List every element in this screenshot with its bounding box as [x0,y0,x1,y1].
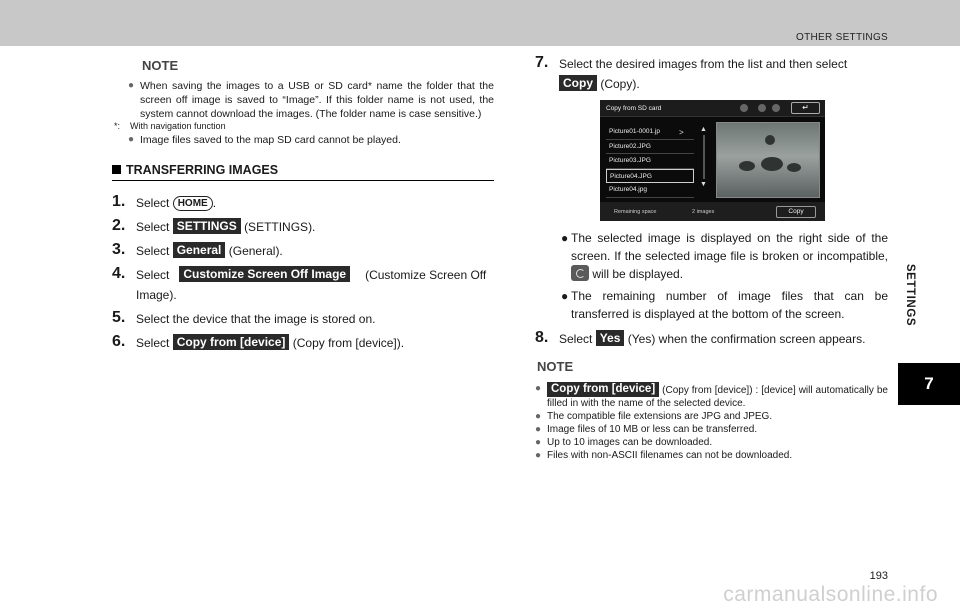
remaining-count: 2 images [692,209,715,215]
step-number: 3. [112,241,126,258]
yes-key: Yes [596,330,625,346]
header-bar [0,0,960,46]
screenshot-title: Copy from SD card [606,105,662,112]
note-list [112,79,494,121]
note-list [112,133,494,147]
step-text: Select [136,336,170,350]
note-item [535,410,888,423]
step-7 [535,54,888,94]
sub-bullet-text: The selected image is displayed on the right side of the screen. If the selected image file is broken or incompatible, [571,231,888,263]
bullet-icon: ● [128,134,135,145]
step-text: Select [136,220,170,234]
step-text: Select the device that the image is stored on. [136,312,376,326]
chapter-number-tab: 7 [898,363,960,405]
scrollbar [700,126,708,196]
preview-shape [765,135,775,145]
back-icon: ↵ [791,102,820,114]
remaining-space-label: Remaining space [614,209,657,215]
left-column [112,58,494,357]
note-title: NOTE [537,359,574,374]
settings-glyph-icon [740,104,748,112]
note-text: (Copy from [device]) : [device] will automatically be filled in with the name of the selected device. [547,385,888,409]
step-text: Select the desired images from the list and then select [559,57,848,71]
note-title: NOTE [142,58,179,73]
step-number: 7. [535,54,549,71]
file-item: Picture04.jpg [606,183,694,198]
sub-bullet-text: will be displayed. [592,267,684,281]
step-text: (Copy from [device]). [292,336,405,350]
signal-glyph-icon [772,104,780,112]
bullet-icon: ● [561,289,569,303]
step-text: (SETTINGS). [244,220,316,234]
file-item-selected: Picture04.JPG [606,169,694,184]
step-number: 2. [112,217,126,234]
step-1 [112,193,494,213]
note-item [112,133,494,147]
step-number: 6. [112,333,126,350]
preview-shape [739,161,755,171]
section-heading [112,163,494,181]
step-8 [535,329,888,349]
note-item [112,79,494,121]
note-list [535,382,888,462]
settings-key: SETTINGS [173,218,241,234]
sub-bullet-text: The remaining number of image files that can be transferred is displayed at the bottom of the screen. [571,289,888,321]
note-item [535,423,888,436]
copy-from-device-key: Copy from [device] [173,334,290,350]
square-bullet-icon [112,165,121,174]
step-3 [112,241,494,261]
bullet-icon: ● [535,424,542,435]
note-item [535,382,888,410]
chapter-side-label-text: SETTINGS [904,263,916,327]
bullet-icon: ● [535,437,542,448]
step-list [112,193,494,353]
step-number: 8. [535,329,549,346]
step-text: (Yes) when the confirmation screen appears. [627,332,866,346]
note-text: Image files of 10 MB or less can be transferred. [547,424,758,435]
step-number: 1. [112,193,126,210]
copy-key: Copy [559,75,597,91]
note-text: When saving the images to a USB or SD card* name the folder that the screen off image is saved to “Image”. If this folder name is not used, the system cannot download the images. (The folder name is case sensitive.) [140,80,494,120]
step-text: (Copy). [600,77,640,91]
watermark: carmanualsonline.info [723,583,938,606]
footnote [114,121,494,132]
step-7-bullets [535,229,888,323]
file-item: Picture03.JPG [606,154,694,169]
step-text: Select [136,244,170,258]
right-column [535,54,888,462]
screenshot-title-bar [600,100,825,117]
preview-shape [761,157,783,171]
note-text: Files with non-ASCII filenames can not be downloaded. [547,450,793,461]
step-text: Select [136,268,170,282]
incompatible-image-icon [571,265,589,281]
screenshot-footer [600,202,825,221]
bullet-icon: ● [561,231,569,245]
screenshot-copy-button: Copy [776,206,816,218]
step-5 [112,309,494,329]
step-2 [112,217,494,237]
footnote-text: With navigation function [130,121,226,131]
section-heading-text: TRANSFERRING IMAGES [126,163,279,177]
copy-from-device-key: Copy from [device] [547,382,659,397]
bluetooth-glyph-icon [758,104,766,112]
step-text: . [212,196,217,210]
note-box [535,359,888,462]
sub-bullet-item [535,287,888,323]
chevron-right-icon: > [679,128,684,137]
file-item: Picture02.JPG [606,140,694,155]
step-number: 5. [112,309,126,326]
step-text: (Customize Screen Off Image). [136,268,487,302]
note-text: The compatible file extensions are JPG and JPEG. [547,411,773,422]
home-key: HOME [173,196,213,211]
step-text: Select [559,332,593,346]
note-text: Up to 10 images can be downloaded. [547,437,713,448]
header-title: OTHER SETTINGS [796,32,888,43]
step-4 [112,265,494,305]
page-number: 193 [869,570,888,582]
bullet-icon: ● [535,411,542,422]
step-number: 4. [112,265,126,282]
bullet-icon: ● [535,450,542,461]
bullet-icon: ● [128,80,135,91]
customize-screen-off-image-key: Customize Screen Off Image [179,266,350,282]
footnote-mark: *: [114,121,121,131]
file-item: Picture01-0001.jp [606,125,694,140]
step-text: (General). [228,244,283,258]
device-screenshot [600,100,825,221]
note-text: Image files saved to the map SD card cannot be played. [140,134,401,146]
arrow-down-icon: ▼ [700,181,707,188]
note-item [535,449,888,462]
chapter-side-label [900,230,920,360]
image-preview [716,122,820,198]
note-item [535,436,888,449]
sub-bullet-item [535,229,888,283]
step-6 [112,333,494,353]
general-key: General [173,242,226,258]
bullet-icon: ● [535,383,542,394]
step-text: Select [136,196,170,210]
arrow-up-icon: ▲ [700,126,707,133]
scroll-track [703,135,705,179]
preview-shape [787,163,801,172]
